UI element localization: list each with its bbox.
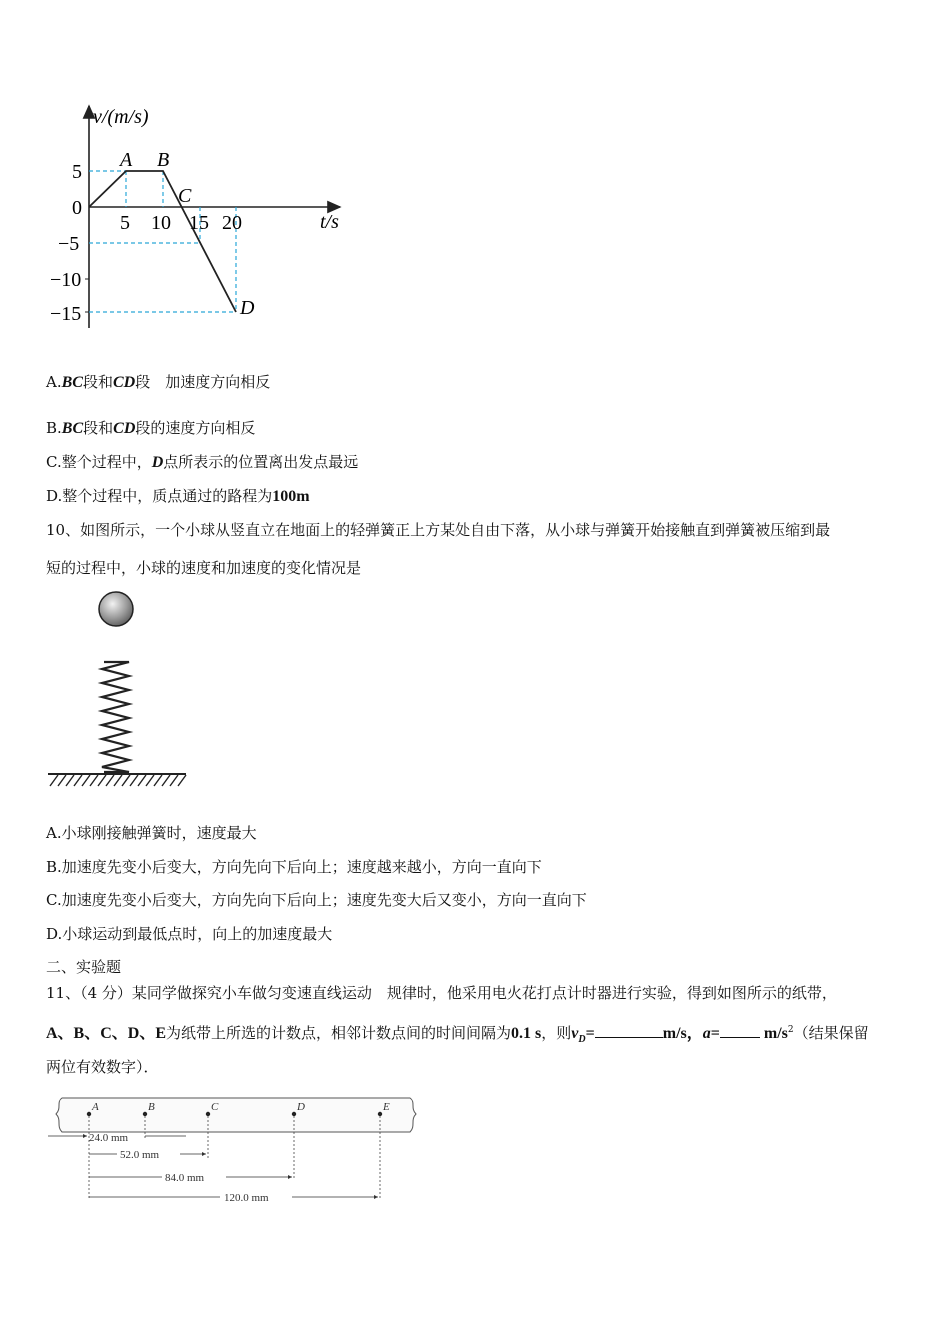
x-tick-10: 10: [151, 212, 171, 234]
section-title: 二、实验题: [46, 958, 122, 976]
point-label-c: C: [178, 185, 192, 207]
y-tick-neg15: −15: [50, 303, 82, 325]
x-tick-20: 20: [222, 212, 242, 234]
ball: [99, 592, 133, 626]
distance-ae: 120.0 mm: [224, 1192, 269, 1204]
point-label-a: A: [120, 149, 133, 171]
helper-dashed-lines: [89, 171, 236, 312]
distance-ab: 24.0 mm: [89, 1132, 129, 1144]
acceleration-answer-blank[interactable]: [720, 1023, 760, 1038]
y-axis-label: v/(m/s): [93, 106, 149, 128]
point-label-d: D: [240, 297, 255, 319]
tape-point-e: E: [383, 1101, 390, 1113]
tape-point-a: A: [92, 1101, 99, 1113]
distance-ac: 52.0 mm: [120, 1149, 160, 1161]
q10-option-d: D.小球运动到最低点时，向上的加速度最大: [46, 925, 333, 943]
x-tick-15: 15: [189, 212, 209, 234]
y-tick-0: 0: [72, 197, 82, 219]
q9-option-d: D.整个过程中，质点通过的路程为100m: [46, 487, 310, 505]
q9-option-a: A.BC段和CD段 加速度方向相反: [46, 373, 271, 391]
ball-spring-figure: [44, 588, 194, 788]
y-tick-neg5: −5: [58, 233, 80, 255]
vd-answer-blank[interactable]: [595, 1023, 663, 1038]
tape-point-d: D: [297, 1101, 305, 1113]
q11-stem-line3: 两位有效数字）．: [46, 1058, 159, 1076]
q10-stem-line2: 短的过程中，小球的速度和加速度的变化情况是: [46, 559, 362, 577]
q11-stem-line1: 11、（4 分）某同学做探究小车做匀变速直线运动 规律时，他采用电火花打点计时器进行实验，得到如图所示的纸带，: [46, 984, 837, 1002]
ground-hatching: [50, 775, 186, 786]
q11-stem-line2: A、B、C、D、E为纸带上所选的计数点，相邻计数点间的时间间隔为0.1 s，则$v_D= m/s$，$a= m/s^2$（结果保留: [46, 1024, 869, 1045]
tape-point-b: B: [148, 1101, 155, 1113]
q10-option-c: C.加速度先变小后变大，方向先向下后向上；速度先变大后又变小，方向一直向下: [46, 891, 587, 909]
x-tick-5: 5: [120, 212, 130, 234]
distance-ad: 84.0 mm: [165, 1172, 205, 1184]
paper-tape: [56, 1098, 416, 1132]
y-tick-neg10: −10: [50, 269, 82, 291]
paper-tape-figure: [44, 1092, 424, 1207]
q10-option-a: A.小球刚接触弹簧时，速度最大: [46, 824, 257, 842]
spring: [102, 662, 129, 772]
y-tick-5: 5: [72, 161, 82, 183]
tape-point-c: C: [211, 1101, 219, 1113]
q10-stem-line1: 10、如图所示，一个小球从竖直立在地面上的轻弹簧正上方某处自由下落，从小球与弹簧开始接触直到弹簧被压缩到最: [46, 521, 831, 539]
q9-option-c: C.整个过程中，D点所表示的位置离出发点最远: [46, 453, 359, 471]
point-label-b: B: [157, 149, 170, 171]
x-axis-label: t/s: [320, 211, 339, 233]
q10-option-b: B.加速度先变小后变大，方向先向下后向上；速度越来越小，方向一直向下: [46, 858, 542, 876]
velocity-time-graph: [40, 98, 360, 338]
q9-option-b: B.BC段和CD段的速度方向相反: [46, 419, 256, 437]
